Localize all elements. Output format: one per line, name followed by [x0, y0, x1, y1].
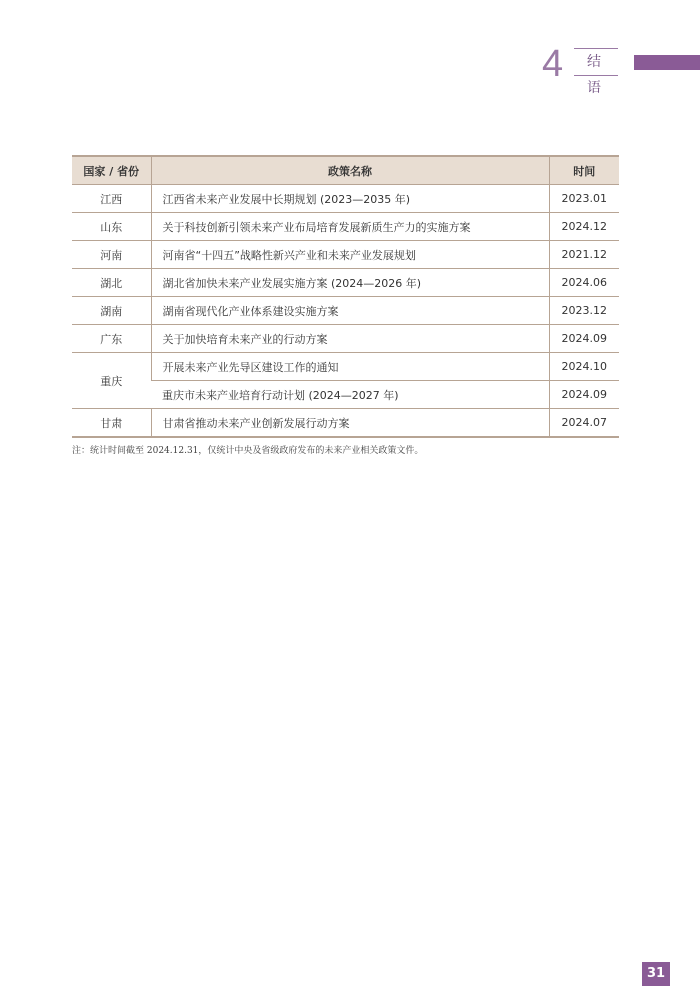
- chapter-number: 4: [542, 43, 564, 85]
- chapter-accent-bar: [634, 55, 700, 70]
- policy-cell: 关于科技创新引领未来产业布局培育发展新质生产力的实施方案: [151, 213, 549, 241]
- table-row: [72, 353, 619, 381]
- time-cell: 2024.09: [549, 381, 619, 409]
- policy-cell: 江西省未来产业发展中长期规划 (2023—2035 年): [151, 185, 549, 213]
- policy-cell: 湖南省现代化产业体系建设实施方案: [151, 297, 549, 325]
- time-cell: 2024.12: [549, 213, 619, 241]
- policy-cell: 甘肃省推动未来产业创新发展行动方案: [151, 409, 549, 438]
- time-cell: 2024.10: [549, 353, 619, 381]
- policy-table: [72, 155, 619, 438]
- chapter-header: [536, 40, 700, 96]
- table-row: [72, 213, 619, 241]
- table-row: [72, 381, 619, 409]
- header-policy: 政策名称: [151, 156, 549, 185]
- chapter-title-box: [574, 48, 618, 96]
- province-cell: 湖北: [72, 269, 151, 297]
- table-row: [72, 269, 619, 297]
- table-row: [72, 325, 619, 353]
- province-cell: 广东: [72, 325, 151, 353]
- time-cell: 2024.06: [549, 269, 619, 297]
- policy-cell: 开展未来产业先导区建设工作的通知: [151, 353, 549, 381]
- page-number: 31: [642, 962, 670, 986]
- table-row: [72, 241, 619, 269]
- header-time: 时间: [549, 156, 619, 185]
- province-cell: 江西: [72, 185, 151, 213]
- table-row: [72, 185, 619, 213]
- policy-cell: 关于加快培育未来产业的行动方案: [151, 325, 549, 353]
- province-cell: 河南: [72, 241, 151, 269]
- province-cell: 山东: [72, 213, 151, 241]
- header-province: 国家 / 省份: [72, 156, 151, 185]
- time-cell: 2024.09: [549, 325, 619, 353]
- chapter-title: 结 语: [587, 54, 605, 96]
- province-cell: 甘肃: [72, 409, 151, 438]
- time-cell: 2023.01: [549, 185, 619, 213]
- province-cell: 湖南: [72, 297, 151, 325]
- time-cell: 2021.12: [549, 241, 619, 269]
- policy-cell: 重庆市未来产业培育行动计划 (2024—2027 年): [151, 381, 549, 409]
- table-footnote: 注：统计时间截至 2024.12.31，仅统计中央及省级政府发布的未来产业相关政策文件。: [72, 446, 424, 456]
- policy-cell: 湖北省加快未来产业发展实施方案 (2024—2026 年): [151, 269, 549, 297]
- table-row: [72, 409, 619, 438]
- time-cell: 2023.12: [549, 297, 619, 325]
- policy-cell: 河南省“十四五”战略性新兴产业和未来产业发展规划: [151, 241, 549, 269]
- table-header-row: [72, 156, 619, 185]
- province-cell: 重庆: [72, 353, 151, 409]
- table-row: [72, 297, 619, 325]
- time-cell: 2024.07: [549, 409, 619, 438]
